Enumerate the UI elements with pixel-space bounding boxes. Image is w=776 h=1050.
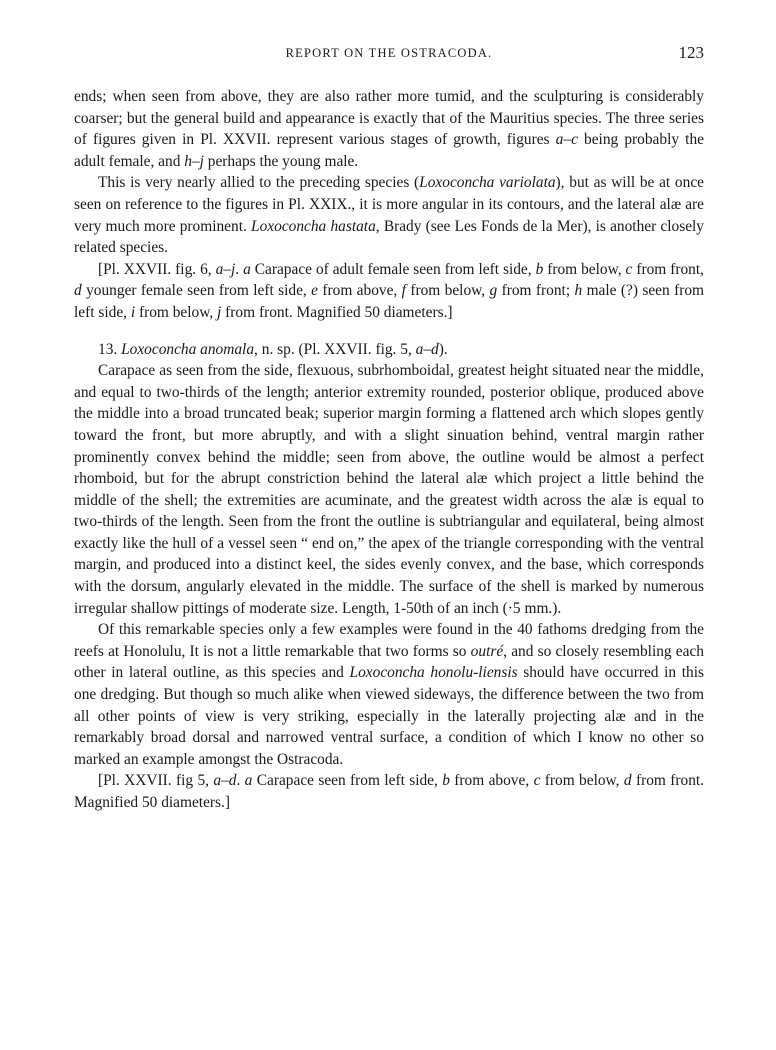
italic-run: i — [130, 303, 136, 321]
italic-run: b — [535, 260, 544, 278]
text-run: being probably the adult female, and — [74, 131, 704, 170]
italic-run: g — [489, 282, 498, 300]
text-run: Carapace as seen from the side, flexuous, subrhomboidal, greatest height situated near the middle, and equal to two-thirds of the length; anterior extremity rounded, posterior oblique, produced above the middle into a broad truncated beak; superior margin forming a flattened arch which slopes gently toward the front, but more abruptly, and with a slight sinuation behind, ventral margin rather prominently convex behind the middle; seen from above, the outline would be almost a perfect rhomboid, but for the abrupt constriction behind the lateral alæ which project a little behind the middle of the shell; the extremities are acuminate, and the greatest width across the alæ is equal to two-thirds of the length. Seen from the front the outline is subtriangular and equilateral, being almost exactly like the hull of a vessel seen “ end on,” the apex of the triangle corresponding with the ventral margin, and produced into a distinct keel, the sides evenly convex, and the base, which corresponds with the dorsum, angularly elevated in the middle. The surface of the shell is marked by numerous irregular shallow pittings of moderate size. Length, 1-50th of an inch (·5 mm.). — [74, 362, 704, 617]
italic-run: a–d — [213, 772, 237, 790]
text-run: should have occurred in this one dredging. But though so much alike when viewed sideways, the difference between the two from all other points of view is very striking, especially in the laterally projecting alæ and in the remarkably broad dorsal and narrowed ventral surface, a condition of which I know no other so marked an example amongst the Ostracoda. — [74, 664, 704, 768]
text-run: from above, — [449, 772, 534, 790]
text-run: perhaps the young male. — [203, 152, 359, 170]
italic-run: d — [623, 772, 632, 790]
italic-run: f — [401, 282, 406, 300]
text-run: 13. — [98, 340, 122, 358]
species-heading — [74, 339, 704, 361]
text-run: from front. Magnified 50 diameters.] — [74, 772, 705, 811]
italic-run: a–d — [415, 340, 439, 358]
italic-run: d — [74, 282, 82, 300]
italic-run: Loxoconcha honolu-liensis — [349, 664, 518, 682]
italic-run: h — [574, 282, 583, 300]
italic-run: a — [243, 260, 251, 278]
text-run: [Pl. XXVII. fig. 6, — [98, 260, 216, 278]
text-run: from front, — [632, 260, 704, 278]
italic-run: c — [533, 772, 541, 790]
text-run: . — [236, 772, 245, 790]
italic-run: Loxoconcha variolata — [419, 174, 556, 192]
text-run: younger female seen from left side, — [81, 282, 312, 300]
text-run: ends; when seen from above, they are also rather more tumid, and the sculpturing is considerably coarser; but the general build and appearance is exactly that of the Mauritius species. The three series of figures given in Pl. XXVII. represent various stages of growth, figures — [74, 88, 704, 149]
page — [74, 36, 704, 814]
italic-run: outré — [470, 642, 504, 660]
paragraph-remarks — [74, 619, 704, 770]
text-run: from below, — [135, 303, 218, 321]
italic-run: Loxoconcha anomala — [121, 340, 255, 358]
italic-run: a — [244, 772, 253, 790]
figure-caption-fig6 — [74, 259, 704, 324]
text-run: from below, — [405, 282, 490, 300]
italic-run: a–c — [555, 131, 578, 149]
text-run: This is very nearly allied to the preceding species ( — [98, 174, 420, 192]
paragraph-description — [74, 360, 704, 619]
text-run: from front; — [497, 282, 575, 300]
text-run: . — [235, 260, 244, 278]
text-run: , n. sp. (Pl. XXVII. fig. 5, — [254, 340, 416, 358]
text-run: ). — [438, 340, 448, 358]
text-run: Carapace seen from left side, — [252, 772, 443, 790]
text-run: , Brady (see Les Fonds de la Mer), is another closely related species. — [74, 217, 705, 257]
text-run: ), but as will be at once seen on reference to the figures in Pl. XXIX., it is more angular in its contours, and the lateral alæ are very much more prominent. — [74, 174, 704, 235]
italic-run: a–j — [215, 260, 236, 278]
text-run: from below, — [543, 260, 626, 278]
text-run: male (?) seen from left side, — [74, 282, 704, 321]
paragraph-comparison — [74, 172, 704, 258]
running-title: REPORT ON THE OSTRACODA. — [285, 46, 493, 60]
text-run: [Pl. XXVII. fig 5, — [98, 772, 214, 790]
text-run: , and so closely resembling each other in lateral outline, as this species and — [74, 642, 704, 682]
text-run: from below, — [540, 772, 624, 790]
text-run: Of this remarkable species only a few examples were found in the 40 fathoms dredging from the reefs at Honolulu, It is not a little remarkable that two forms so — [74, 621, 704, 660]
text-run: from above, — [317, 282, 402, 300]
text-body — [74, 86, 704, 814]
paragraph-continuation — [74, 86, 704, 172]
italic-run: h–j — [184, 152, 204, 170]
text-run: Carapace of adult female seen from left side, — [250, 260, 536, 278]
italic-run: b — [442, 772, 450, 790]
italic-run: e — [311, 282, 318, 300]
page-number: 123 — [678, 43, 704, 62]
italic-run: Loxoconcha hastata — [251, 217, 376, 235]
italic-run: c — [625, 260, 633, 278]
text-run: from front. Magnified 50 diameters.] — [221, 303, 453, 321]
figure-caption-fig5 — [74, 770, 704, 813]
page-header — [74, 36, 704, 64]
italic-run: j — [217, 303, 222, 321]
